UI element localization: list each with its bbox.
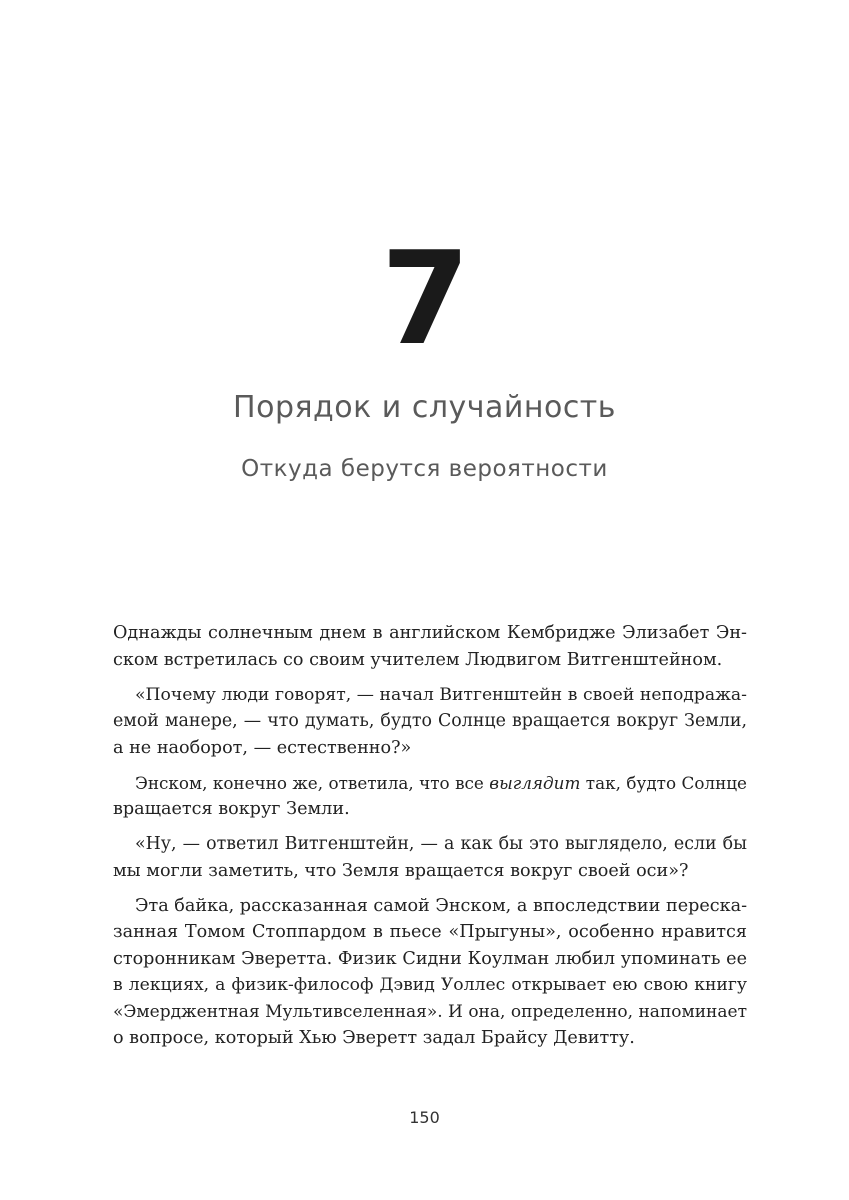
chapter-title: Порядок и случайность <box>233 390 616 425</box>
text-line: Однажды солнечным днем в английском Кембридже Элизабет Эн- <box>113 623 747 643</box>
text-line: а не наоборот, — естественно?» <box>113 737 412 758</box>
paragraph-2 <box>113 682 747 762</box>
text-line: занная Томом Стоппардом в пьесе «Прыгуны», особенно нравится <box>113 922 747 942</box>
text-line: ском встретилась со своим учителем Людвигом Витгенштейном. <box>113 649 723 670</box>
text-line: сторонникам Эверетта. Физик Сидни Коулман любил упоминать ее <box>113 948 747 969</box>
paragraph-4 <box>113 831 747 884</box>
chapter-subtitle: Откуда берутся вероятности <box>241 456 608 482</box>
text-line: «Ну, — ответил Витгенштейн, — а как бы это выглядело, если бы <box>135 834 747 854</box>
paragraph-1 <box>113 620 747 673</box>
text-line: «Почему люди говорят, — начал Витгенштейн в своей неподража- <box>135 684 747 705</box>
text-line <box>113 770 747 797</box>
chapter-number: 7 <box>380 225 469 374</box>
text-line: вращается вокруг Земли. <box>113 799 350 819</box>
text-line: мы могли заметить, что Земля вращается вокруг своей оси»? <box>113 860 689 881</box>
text-line: емой манере, — что думать, будто Солнце вращается вокруг Земли, <box>113 711 747 731</box>
text-line: «Эмерджентная Мультивселенная». И она, определенно, напоминает <box>113 1001 747 1022</box>
body-text <box>113 620 747 1060</box>
paragraph-3 <box>113 770 747 823</box>
paragraph-5 <box>113 893 747 1052</box>
text-line: Эта байка, рассказанная самой Энском, а впоследствии переска- <box>135 895 748 916</box>
emphasis-word: выглядит <box>489 772 581 793</box>
page-number: 150 <box>409 1108 440 1127</box>
text-run: Энском, конечно же, ответила, что все <box>135 772 490 793</box>
text-run: так, будто Солнце <box>580 772 747 793</box>
text-line: о вопросе, который Хью Эверетт задал Брайсу Девитту. <box>113 1028 635 1048</box>
text-line: в лекциях, а физик-философ Дэвид Уоллес открывает ею свою книгу <box>113 975 747 995</box>
